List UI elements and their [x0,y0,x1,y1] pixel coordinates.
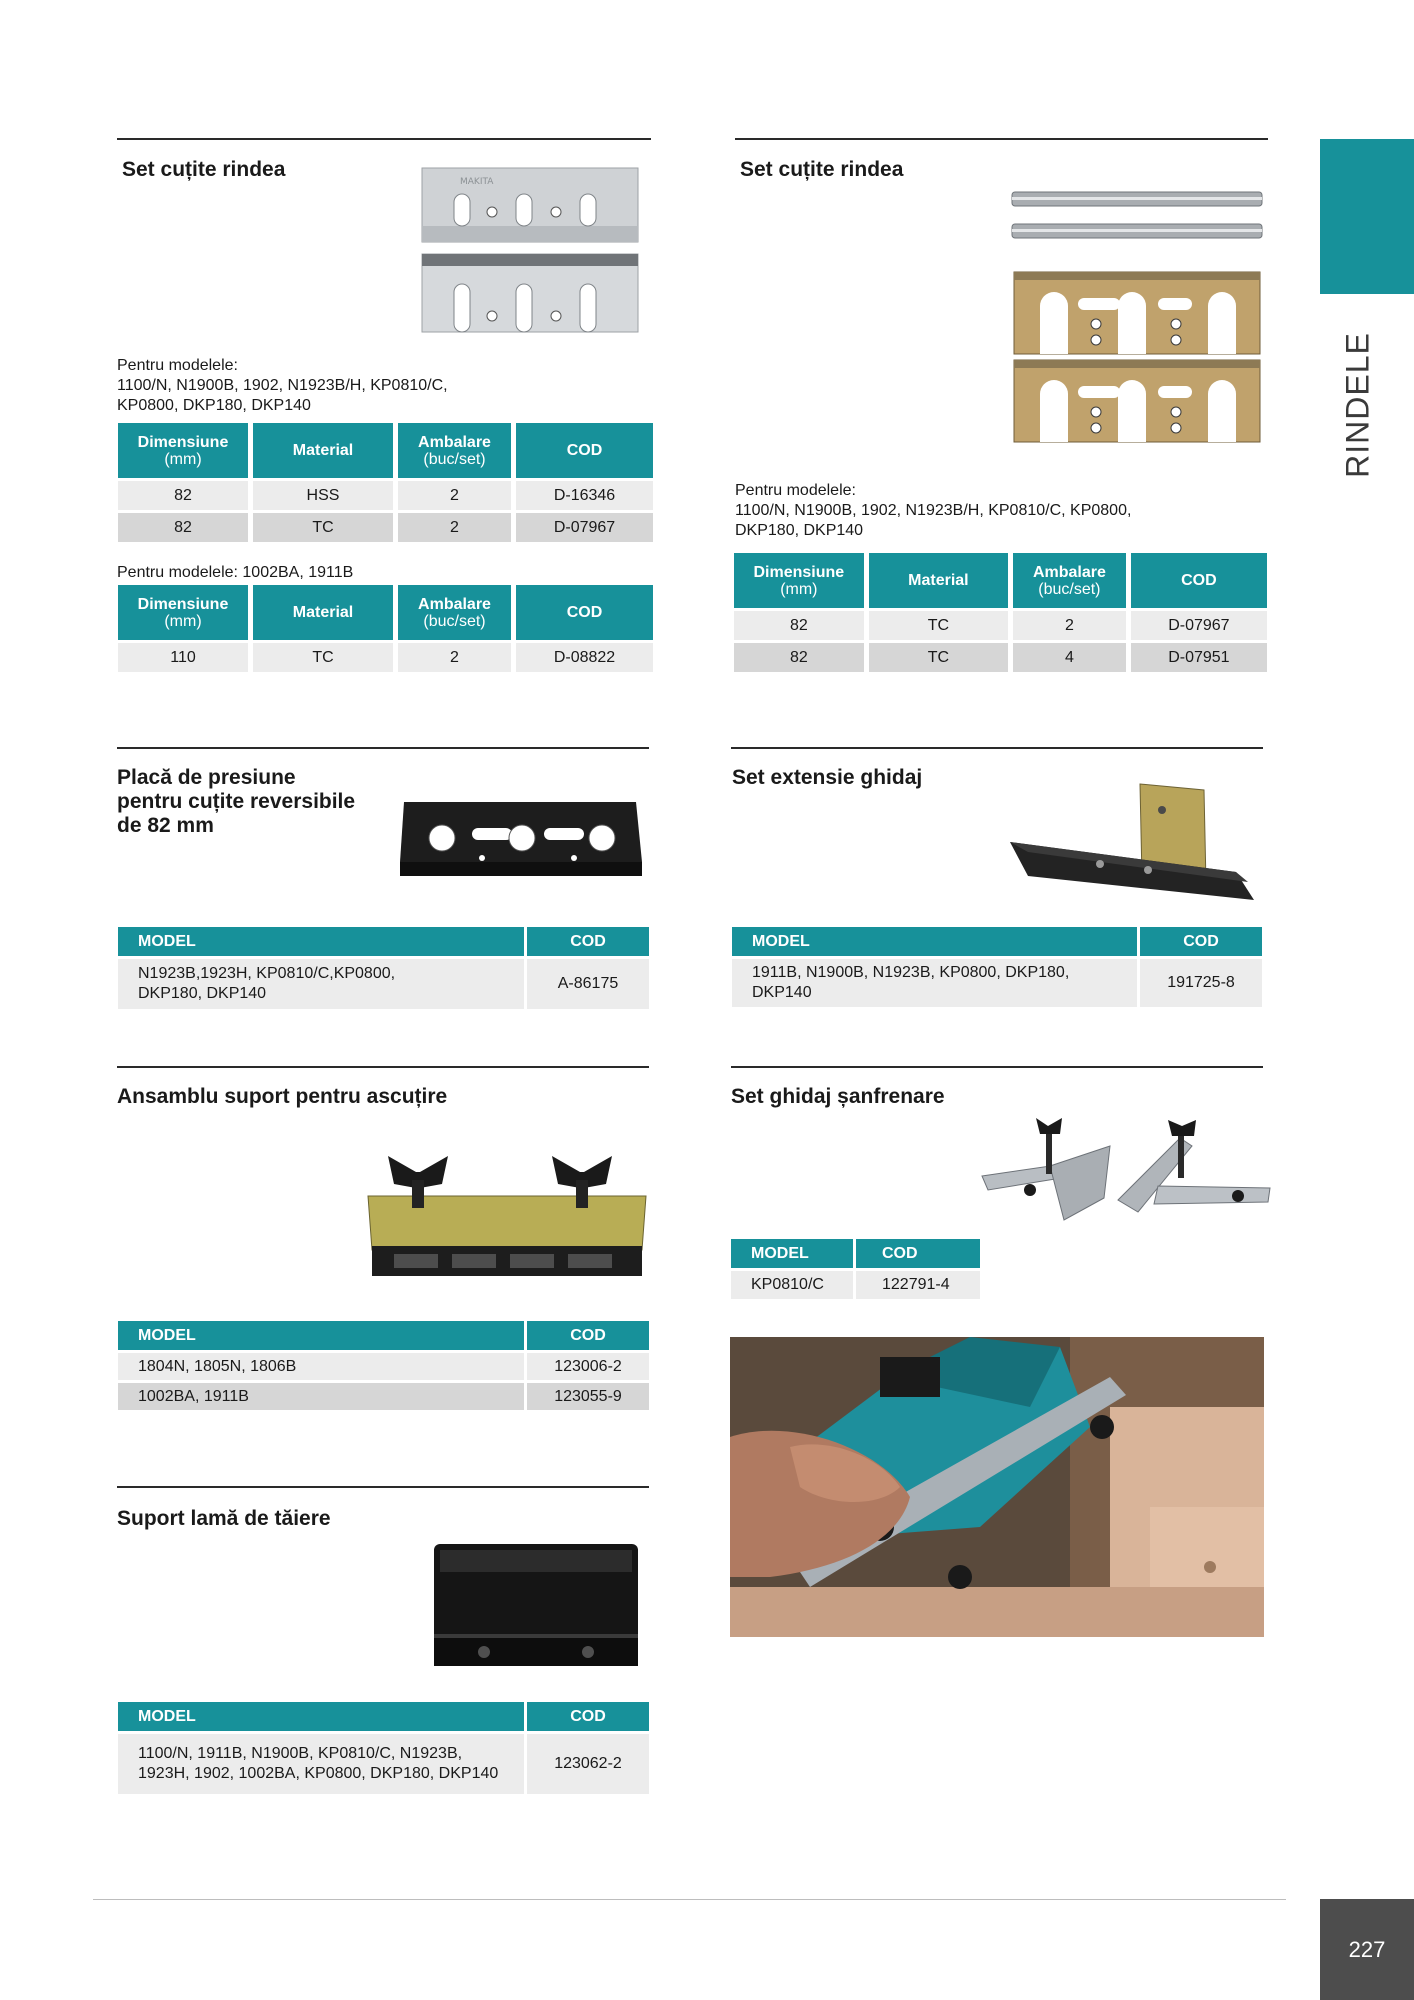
cell-dim: 110 [118,643,248,672]
product-title-set-extensie-ghidaj: Set extensie ghidaj [732,766,923,789]
page-number: 227 [1320,1899,1414,2000]
caption-line: Pentru modelele: [117,357,238,374]
table-header-row [734,553,1267,608]
header-model: MODEL [118,1702,524,1731]
header-ambalare: Ambalare (buc/set) [398,585,511,640]
cell-pack: 4 [1013,643,1126,672]
header-cod: COD [527,1321,649,1350]
sharpening-holder-image [364,1150,650,1282]
header-cod: COD [516,423,653,478]
model-line: 1923H, 1902, 1002BA, KP0800, DKP180, DKP140 [138,1765,499,1782]
divider [117,1486,649,1488]
table-row [118,481,653,510]
header-cod: COD [1131,553,1267,608]
model-line: DKP180, DKP140 [138,985,267,1002]
header-model: MODEL [118,1321,524,1350]
header-ambalare: Ambalare (buc/set) [1013,553,1126,608]
model-line: DKP140 [752,984,812,1001]
table-header-row [731,1239,980,1268]
table-row [734,611,1267,640]
table-row [118,959,649,1009]
compatible-models-caption [117,356,448,416]
cell-material: TC [253,643,393,672]
header-material: Material [869,553,1008,608]
model-cod-table-p3 [115,924,652,1012]
spec-table-p1-group2 [113,582,658,675]
pressure-plate-image [398,796,646,880]
cell-cod: 191725-8 [1140,959,1262,1007]
cell-cod: A-86175 [527,959,649,1009]
divider [117,138,651,140]
table-row [731,1271,980,1299]
svg-text:MAKITA: MAKITA [460,177,494,187]
divider [117,747,649,749]
cell-cod: D-07951 [1131,643,1267,672]
product-title-set-ghidaj-sanfrenare: Set ghidaj șanfrenare [731,1085,945,1108]
product-title-placa-presiune [117,766,355,838]
compatible-models-caption: Pentru modelele: 1002BA, 1911B [117,564,354,581]
table-row [118,1383,649,1410]
cell-pack: 2 [398,513,511,542]
cell-model [118,959,524,1009]
cell-pack: 2 [398,643,511,672]
table-row [118,643,653,672]
planer-blades-image [420,166,640,334]
product-title-ansamblu-suport: Ansamblu suport pentru ascuțire [117,1085,448,1108]
table-row [118,1353,649,1380]
table-row [734,643,1267,672]
table-header-row [118,1702,649,1731]
title-line: de 82 mm [117,814,214,837]
compatible-models-caption [735,481,1131,541]
cell-cod: D-08822 [516,643,653,672]
header-dimensiune: Dimensiune (mm) [118,585,248,640]
caption-line: 1100/N, N1900B, 1902, N1923B/H, KP0810/C, [117,377,448,394]
table-row [118,513,653,542]
cell-model: KP0810/C [731,1271,853,1299]
product-title-set-cutite-rindea-2: Set cuțite rindea [740,158,904,181]
table-header-row [732,927,1262,956]
model-cod-table-p4 [729,924,1265,1010]
header-ambalare: Ambalare (buc/set) [398,423,511,478]
cell-cod: D-07967 [1131,611,1267,640]
caption-line: Pentru modelele: [735,482,856,499]
product-title-set-cutite-rindea-1: Set cuțite rindea [122,158,286,181]
cell-model: 1804N, 1805N, 1806B [118,1353,524,1380]
cell-cod: D-07967 [516,513,653,542]
divider [731,1066,1263,1068]
spec-table-p1-group1 [113,420,658,545]
cell-dim: 82 [118,481,248,510]
header-dimensiune: Dimensiune (mm) [118,423,248,478]
cell-model: 1002BA, 1911B [118,1383,524,1410]
table-row [732,959,1262,1007]
section-color-tab [1320,139,1414,294]
header-cod: COD [1140,927,1262,956]
model-line: N1923B,1923H, KP0810/C,KP0800, [138,965,396,982]
header-cod: COD [856,1239,980,1268]
cell-dim: 82 [118,513,248,542]
cell-material: TC [253,513,393,542]
model-cod-table-p7 [115,1699,652,1797]
header-cod: COD [527,1702,649,1731]
header-model: MODEL [732,927,1137,956]
cell-dim: 82 [734,611,864,640]
cell-cod: 122791-4 [856,1271,980,1299]
caption-line: DKP180, DKP140 [735,522,864,539]
product-title-suport-lama: Suport lamă de tăiere [117,1507,331,1530]
section-label [1340,330,1376,480]
model-cod-table-p6 [728,1236,983,1302]
cell-pack: 2 [398,481,511,510]
cell-material: TC [869,611,1008,640]
cell-cod: 123055-9 [527,1383,649,1410]
caption-line: KP0800, DKP180, DKP140 [117,397,311,414]
header-dimensiune: Dimensiune (mm) [734,553,864,608]
cell-material: TC [869,643,1008,672]
planer-in-use-photo [730,1337,1264,1637]
spec-table-p2 [729,550,1272,675]
divider [735,138,1268,140]
table-row [118,1734,649,1794]
cell-dim: 82 [734,643,864,672]
header-material: Material [253,585,393,640]
footer-divider [93,1899,1286,1900]
chamfer-guide-image [978,1112,1274,1230]
model-line: 1911B, N1900B, N1923B, KP0800, DKP180, [752,964,1070,981]
cutting-blade-holder-image [430,1540,642,1670]
model-cod-table-p5 [115,1318,652,1413]
header-cod: COD [527,927,649,956]
title-line: Placă de presiune [117,766,296,789]
cell-pack: 2 [1013,611,1126,640]
header-material: Material [253,423,393,478]
cell-cod: 123062-2 [527,1734,649,1794]
cell-cod: 123006-2 [527,1353,649,1380]
cell-model [118,1734,524,1794]
cell-cod: D-16346 [516,481,653,510]
header-model: MODEL [118,927,524,956]
planer-blades-tc-image [1008,188,1266,448]
model-line: 1100/N, 1911B, N1900B, KP0810/C, N1923B, [138,1745,463,1762]
header-cod: COD [516,585,653,640]
caption-line: 1100/N, N1900B, 1902, N1923B/H, KP0810/C, KP0800, [735,502,1132,519]
divider [117,1066,649,1068]
header-model: MODEL [731,1239,853,1268]
guide-extension-image [1008,780,1258,910]
table-header-row [118,1321,649,1350]
table-header-row [118,585,653,640]
section-label-text: RINDELE [1339,332,1376,478]
cell-material: HSS [253,481,393,510]
cell-model [732,959,1137,1007]
title-line: pentru cuțite reversibile [117,790,356,813]
divider [731,747,1263,749]
table-header-row [118,423,653,478]
table-header-row [118,927,649,956]
